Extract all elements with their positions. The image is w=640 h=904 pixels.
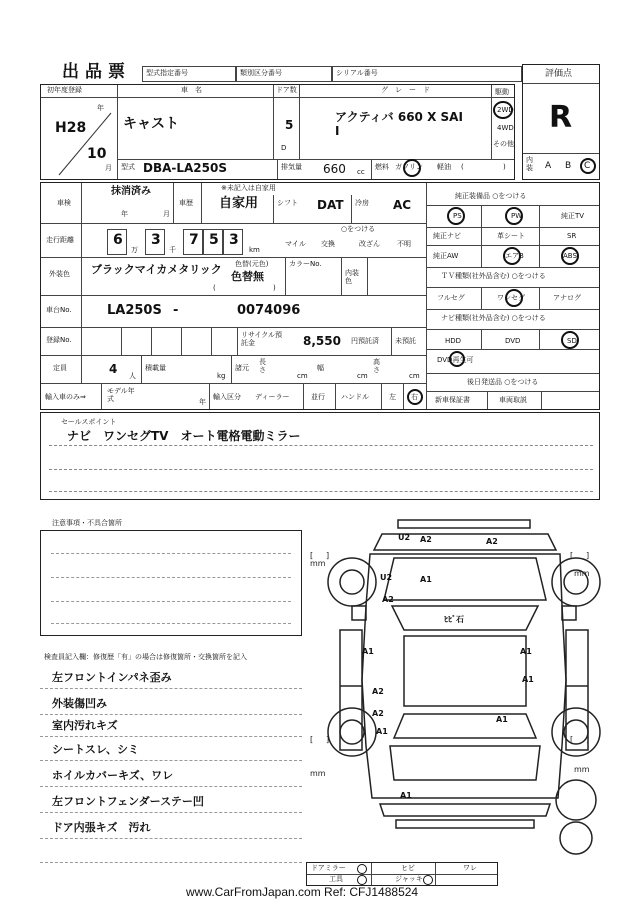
mileage-digit-2: 3 [151, 232, 161, 248]
mark-a1-rear-right: A1 [496, 715, 508, 724]
dimension-length-unit: cm [297, 372, 308, 380]
equip-abs: ABS [563, 252, 577, 260]
first-reg-year: H28 [55, 120, 87, 136]
mark-a1-hood: A1 [420, 575, 432, 584]
door-suffix: D [281, 144, 287, 152]
mileage-option-unknown: 不明 [397, 240, 411, 248]
type-approval-cell [142, 66, 236, 82]
mark-a1-door-right-rear: A1 [522, 675, 534, 684]
basic-info-block [40, 84, 515, 180]
tv-analog: アナログ [553, 294, 581, 302]
equip-airbag: エアB [505, 252, 524, 260]
mm-label-rr: mm [574, 765, 590, 774]
capacity-value: 4 [109, 362, 118, 376]
legend-door-mirror: ドアミラー [311, 864, 346, 872]
equip-aw: 純正AW [433, 252, 459, 260]
sales-point-block [40, 412, 600, 500]
recycle-unit: 円預託済 [351, 337, 379, 345]
mark-a1-rear-quarter: A1 [376, 727, 388, 736]
interior-option-a: A [545, 161, 552, 171]
drive-2wd: 2WD [497, 106, 514, 114]
note-item-2: 外装傷凹み [52, 697, 107, 710]
dvd-playable: DVD再生可 [437, 356, 474, 364]
fuel-gasoline-circle [403, 159, 421, 177]
equip-ps: PS [453, 212, 462, 220]
inspection-label: 車検 [57, 199, 71, 207]
shift-value: DAT [317, 198, 344, 212]
import-dealer: ディーラー [255, 393, 290, 401]
interior-color-label: 内装色 [345, 269, 359, 286]
drive-label: 駆動 [495, 88, 509, 96]
equip-pw: PW [511, 212, 523, 220]
inspector-label: 検査員記入欄：修復歴「有」の場合は修復箇所・交換箇所を記入 [44, 653, 247, 661]
grade-score: R [549, 100, 573, 135]
after-warranty: 新車保証書 [435, 396, 470, 404]
interior-c-circle [580, 158, 596, 174]
mileage-label: 走行距離 [46, 236, 74, 244]
page-title: 出品票 [62, 62, 131, 82]
model-year-unit: 年 [199, 398, 206, 406]
legend-door-mirror-circle [357, 864, 367, 874]
legend-crack-small: ヒビ [401, 864, 415, 872]
model-year-label: モデル年式 [107, 387, 135, 404]
handle-right: 右 [411, 393, 418, 401]
ac-value: AC [393, 198, 412, 212]
color-bracket-open: ( [213, 284, 216, 292]
door-count: 5 [285, 118, 294, 132]
drive-other: その他 [493, 140, 514, 148]
notes-label: 注意事項・不具合箇所 [52, 519, 122, 527]
tv-fullseg: フルセグ [437, 294, 465, 302]
recycle-value: 8,550 [303, 334, 341, 348]
legend-jack: ジャッキ [395, 875, 423, 883]
mark-a1-door-left: A1 [362, 647, 374, 656]
displacement-unit: cc [357, 168, 365, 176]
mileage-note: ○をつける [341, 225, 376, 233]
mark-u2-front: U2 [398, 533, 411, 542]
mileage-option-mile: マイル [285, 240, 306, 248]
fuel-diesel: 軽油 [437, 163, 451, 171]
car-damage-diagram [300, 510, 640, 860]
note-item-1: 左フロントインパネ歪み [52, 671, 172, 684]
mileage-digit-4: 5 [209, 232, 219, 248]
sales-point-label: セールスポイント [61, 418, 117, 426]
svg-text:[: [ [310, 551, 314, 560]
color-bracket-close: ) [273, 284, 276, 292]
chassis-dash: - [173, 303, 179, 318]
class-number-cell [236, 66, 332, 82]
dimension-length: 長さ [259, 358, 266, 374]
mileage-unit-km: km [249, 246, 260, 254]
mark-a2-front-left: A2 [420, 535, 432, 544]
navi-sd-circle [561, 331, 579, 349]
grade-text-line2: I [335, 124, 340, 138]
note-item-3: 室内汚れキズ [52, 719, 118, 732]
svg-text:]: ] [326, 551, 330, 560]
dimension-label: 諸元 [235, 364, 249, 372]
interior-label: 内装 [526, 156, 533, 172]
fuel-gasoline: ガソリン [395, 163, 423, 171]
navi-header: ナビ種類(社外品含む) ○をつける [441, 314, 546, 322]
inspection-value: 抹消済み [111, 186, 151, 197]
import-label: 輸入車のみ⇒ [45, 393, 86, 401]
svg-text:]: ] [326, 735, 330, 744]
legend-tools: 工具 [329, 875, 343, 883]
handle-right-circle [407, 389, 423, 405]
mileage-digit-5: 3 [229, 232, 239, 248]
mark-a2-rear-quarter: A2 [372, 709, 384, 718]
recycle-label: リサイクル預託金 [241, 331, 283, 348]
note-item-6: 左フロントフェンダーステー凹 [52, 795, 204, 808]
equip-sr: SR [567, 232, 577, 240]
equip-airbag-circle [503, 247, 521, 265]
legend-tools-circle [357, 875, 367, 885]
dimension-height: 高さ [373, 358, 380, 374]
car-name-label: 車 名 [181, 86, 202, 94]
color-label: 外装色 [49, 270, 70, 278]
drive-4wd: 4WD [497, 124, 514, 132]
color-value: ブラックマイカメタリック [91, 263, 222, 276]
chassis-label: 車台No. [46, 306, 72, 314]
mark-a1-door-right: A1 [520, 647, 532, 656]
legend-jack-circle [423, 875, 433, 885]
dimension-height-unit: cm [409, 372, 420, 380]
door-count-label: ドア数 [276, 86, 297, 94]
tv-oneseg-circle [505, 289, 523, 307]
svg-text:[: [ [570, 735, 574, 744]
mark-a1-rear-bumper: A1 [400, 791, 412, 800]
drive-2wd-circle [493, 101, 513, 119]
import-type-label: 輸入区分 [213, 393, 241, 401]
grade-box [522, 64, 600, 180]
import-parallel: 並行 [311, 393, 325, 401]
displacement-value: 660 [323, 162, 346, 176]
history-label: 車歴 [179, 199, 193, 207]
inspection-month-unit: 月 [163, 210, 170, 218]
tv-oneseg: ワンセグ [497, 294, 525, 302]
equip-pw-circle [505, 207, 523, 225]
mark-a2-front-right: A2 [486, 537, 498, 546]
chassis-number: 0074096 [237, 303, 301, 318]
after-manual: 車両取説 [499, 396, 527, 404]
capacity-unit: 人 [129, 372, 136, 380]
navi-dvd: DVD [505, 337, 521, 345]
mark-u2-fender: U2 [380, 573, 393, 582]
displacement-label: 排気量 [281, 163, 302, 171]
equip-tv: 純正TV [561, 212, 585, 220]
inspection-year-unit: 年 [121, 210, 128, 218]
month-unit: 月 [105, 164, 112, 172]
fuel-other-bracket: ( [461, 163, 464, 171]
mm-label-rl: mm [310, 769, 326, 778]
footer-reference: www.CarFromJapan.com Ref: CFJ1488524 [186, 885, 419, 899]
type-approval-label: 型式指定番号 [146, 69, 188, 77]
fuel-other-bracket-close: ) [503, 163, 506, 171]
load-unit: kg [217, 372, 226, 380]
mileage-unit-man: 万 [131, 246, 138, 254]
interior-option-b: B [565, 161, 572, 171]
mark-chip-windshield: ﾋﾋﾞ石 [444, 615, 464, 624]
recycle-unpaid: 未預託 [395, 337, 416, 345]
mileage-unit-sen: 千 [169, 246, 176, 254]
interior-option-c: C [584, 161, 591, 171]
chassis-prefix: LA250S [107, 303, 162, 318]
equip-leather: 革シート [497, 232, 525, 240]
fuel-label: 燃料 [375, 163, 389, 171]
handle-label: ハンドル [341, 393, 369, 401]
reg-label: 登録No. [46, 336, 72, 344]
detail-block [40, 182, 600, 410]
svg-text:]: ] [586, 735, 590, 744]
mm-label-fl: mm [310, 559, 326, 568]
equip-navi: 純正ナビ [433, 232, 461, 240]
ac-label: 冷房 [355, 199, 369, 207]
legend-box [306, 862, 498, 886]
sales-point-text: ナビ ワンセグTV オート電格電動ミラー [67, 429, 301, 443]
handle-left: 左 [389, 393, 396, 401]
serial-number-label: シリアル番号 [336, 69, 378, 77]
mark-a2-fender: A2 [382, 595, 394, 604]
dvd-playable-circle [449, 351, 465, 367]
color-no-label: カラーNo. [289, 260, 322, 268]
equip-abs-circle [561, 247, 579, 265]
grade-text: アクティバ 660 X SAI [335, 110, 463, 124]
legend-crack: ワレ [463, 864, 477, 872]
history-value: 自家用 [219, 196, 259, 211]
dimension-width-unit: cm [357, 372, 368, 380]
capacity-label: 定員 [53, 364, 67, 372]
grade-box-label: 評価点 [545, 69, 573, 79]
note-item-5: ホイルカバーキズ、ワレ [52, 769, 174, 782]
history-note: ※未記入は自家用 [221, 184, 276, 192]
mileage-option-altered: 改ざん [359, 240, 380, 248]
svg-text:]: ] [586, 551, 590, 560]
serial-number-cell [332, 66, 522, 82]
mileage-option-exchange: 交換 [321, 240, 335, 248]
class-number-label: 類別区分番号 [240, 69, 282, 77]
car-name: キャスト [123, 116, 179, 132]
tv-header: ＴＶ種類(社外品含む) ○をつける [441, 272, 546, 280]
first-reg-label: 初年度登録 [47, 86, 82, 94]
mm-label-fr: mm [574, 569, 590, 578]
load-label: 積載量 [145, 364, 166, 372]
equipment-header: 純正装備品 ○をつける [455, 192, 527, 200]
svg-text:[: [ [310, 735, 314, 744]
color-change-value: 色替無 [231, 270, 264, 283]
grade-label: グ レ ー ド [381, 86, 430, 94]
equip-ps-circle [447, 207, 465, 225]
mark-a2-rear-door: A2 [372, 687, 384, 696]
dimension-width: 幅 [317, 364, 324, 372]
note-item-7: ドア内張キズ 汚れ [52, 821, 151, 834]
note-item-4: シートスレ、シミ [52, 743, 140, 756]
after-header: 後日発送品 ○をつける [467, 378, 539, 386]
mileage-digit-3: 7 [189, 232, 199, 248]
first-reg-month: 10 [87, 146, 107, 162]
color-change-label: 色替(元色) [235, 260, 269, 268]
navi-sd: SD [567, 337, 577, 345]
shift-label: シフト [277, 199, 298, 207]
navi-hdd: HDD [445, 337, 462, 345]
notes-box [40, 530, 302, 636]
model-label: 型式 [121, 163, 135, 171]
model-value: DBA-LA250S [143, 161, 227, 175]
svg-text:[: [ [570, 551, 574, 560]
year-unit: 年 [97, 104, 104, 112]
mileage-digit-1: 6 [113, 232, 123, 248]
